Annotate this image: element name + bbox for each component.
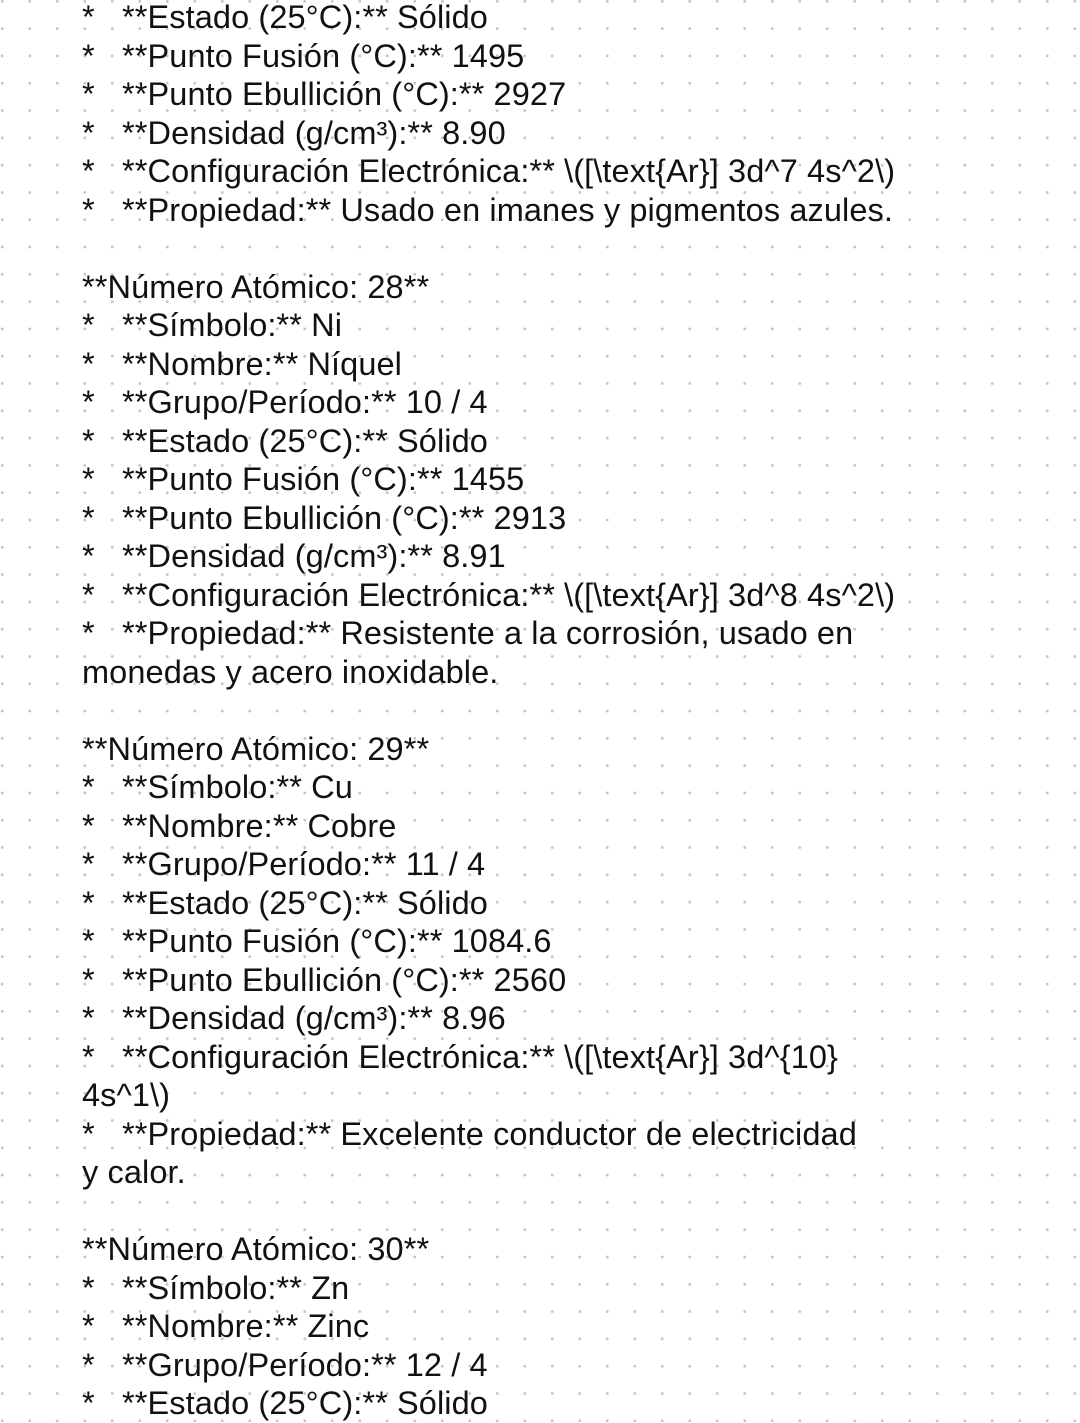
list-item <box>82 383 1042 422</box>
item-text: **Símbolo:** Cu <box>122 769 353 805</box>
item-text: **Punto Fusión (°C):** 1084.6 <box>122 923 552 959</box>
bullet-marker: * <box>82 76 95 112</box>
list-item <box>82 1115 1042 1154</box>
list-item <box>82 1346 1042 1385</box>
bullet-marker: * <box>82 1000 95 1036</box>
list-item <box>82 152 1042 191</box>
bullet-marker: * <box>82 1269 95 1306</box>
item-text: **Densidad (g/cm³):** 8.91 <box>122 538 506 574</box>
bullet-marker: * <box>82 769 95 805</box>
item-text: **Grupo/Período:** 10 / 4 <box>122 384 488 420</box>
item-text: **Nombre:** Zinc <box>122 1308 370 1344</box>
item-text: **Propiedad:** Excelente conductor de electricidad <box>122 1115 857 1152</box>
list-item <box>82 191 1042 230</box>
list-item <box>82 999 1042 1038</box>
item-text: **Punto Fusión (°C):** 1495 <box>122 37 525 74</box>
bullet-marker: * <box>82 615 95 651</box>
bullet-marker: * <box>82 345 95 382</box>
element-section-30 <box>82 1230 1042 1423</box>
bullet-marker: * <box>82 923 95 959</box>
list-item <box>82 37 1042 76</box>
bullet-marker: * <box>82 961 95 998</box>
bullet-marker: * <box>82 1385 95 1421</box>
item-text: **Símbolo:** Ni <box>122 307 343 343</box>
list-item <box>82 499 1042 538</box>
item-text: **Propiedad:** Resistente a la corrosión, usado en <box>122 615 854 651</box>
bullet-marker: * <box>82 384 95 420</box>
list-item <box>82 576 1042 615</box>
list-item <box>82 884 1042 923</box>
item-text: **Configuración Electrónica:** \([\text{Ar}] 3d^7 4s^2\) <box>122 153 896 189</box>
list-item <box>82 75 1042 114</box>
list-item <box>82 306 1042 345</box>
item-text: **Estado (25°C):** Sólido <box>122 422 488 459</box>
item-text: **Propiedad:** Usado en imanes y pigmentos azules. <box>122 191 894 228</box>
item-continuation: monedas y acero inoxidable. <box>82 653 499 690</box>
item-text: **Punto Ebullición (°C):** 2913 <box>122 499 567 536</box>
bullet-marker: * <box>82 1346 95 1383</box>
bullet-marker: * <box>82 807 95 844</box>
bullet-marker: * <box>82 114 95 151</box>
bullet-marker: * <box>82 191 95 228</box>
item-text: **Densidad (g/cm³):** 8.90 <box>122 114 506 151</box>
bullet-marker: * <box>82 1115 95 1152</box>
list-item <box>82 922 1042 961</box>
item-text: **Punto Ebullición (°C):** 2927 <box>122 76 567 112</box>
bullet-marker: * <box>82 307 95 343</box>
item-text: **Grupo/Período:** 11 / 4 <box>122 846 486 882</box>
item-continuation: y calor. <box>82 1154 186 1190</box>
list-item <box>82 1384 1042 1423</box>
section-heading: **Número Atómico: 30** <box>82 1231 430 1267</box>
list-item <box>82 807 1042 846</box>
item-text: **Nombre:** Cobre <box>122 807 397 844</box>
item-text: **Punto Fusión (°C):** 1455 <box>122 461 525 497</box>
bullet-marker: * <box>82 1308 95 1344</box>
element-section-27 <box>82 0 1042 229</box>
bullet-marker: * <box>82 37 95 74</box>
list-item <box>82 961 1042 1000</box>
bullet-marker: * <box>82 461 95 497</box>
item-text: **Estado (25°C):** Sólido <box>122 1385 488 1421</box>
list-item <box>82 845 1042 884</box>
bullet-marker: * <box>82 846 95 882</box>
list-item <box>82 0 1042 37</box>
list-item <box>82 768 1042 807</box>
bullet-marker: * <box>82 422 95 459</box>
item-continuation: 4s^1\) <box>82 1077 171 1113</box>
bullet-marker: * <box>82 538 95 574</box>
list-item <box>82 614 1042 653</box>
item-text: **Punto Ebullición (°C):** 2560 <box>122 961 567 998</box>
bullet-marker: * <box>82 1038 95 1075</box>
list-item <box>82 1269 1042 1308</box>
item-text: **Configuración Electrónica:** \([\text{Ar}] 3d^8 4s^2\) <box>122 576 896 613</box>
item-text: **Densidad (g/cm³):** 8.96 <box>122 1000 506 1036</box>
document-body <box>82 0 1042 1423</box>
list-item <box>82 422 1042 461</box>
element-section-29 <box>82 730 1042 1192</box>
section-heading: **Número Atómico: 28** <box>82 268 430 305</box>
bullet-marker: * <box>82 576 95 613</box>
blank-line <box>82 691 1042 730</box>
blank-line <box>82 1192 1042 1231</box>
list-item <box>82 345 1042 384</box>
bullet-marker: * <box>82 0 95 35</box>
list-item <box>82 114 1042 153</box>
bullet-marker: * <box>82 884 95 921</box>
item-text: **Grupo/Período:** 12 / 4 <box>122 1346 488 1383</box>
item-text: **Configuración Electrónica:** \([\text{Ar}] 3d^{10} <box>122 1038 839 1075</box>
list-item <box>82 1307 1042 1346</box>
list-item <box>82 537 1042 576</box>
list-item <box>82 460 1042 499</box>
item-text: **Estado (25°C):** Sólido <box>122 0 488 35</box>
bullet-marker: * <box>82 499 95 536</box>
item-text: **Nombre:** Níquel <box>122 345 402 382</box>
list-item <box>82 1038 1042 1077</box>
bullet-marker: * <box>82 153 95 189</box>
item-text: **Símbolo:** Zn <box>122 1269 350 1306</box>
item-text: **Estado (25°C):** Sólido <box>122 884 488 921</box>
section-heading: **Número Atómico: 29** <box>82 730 430 767</box>
blank-line <box>82 229 1042 268</box>
element-section-28 <box>82 268 1042 692</box>
